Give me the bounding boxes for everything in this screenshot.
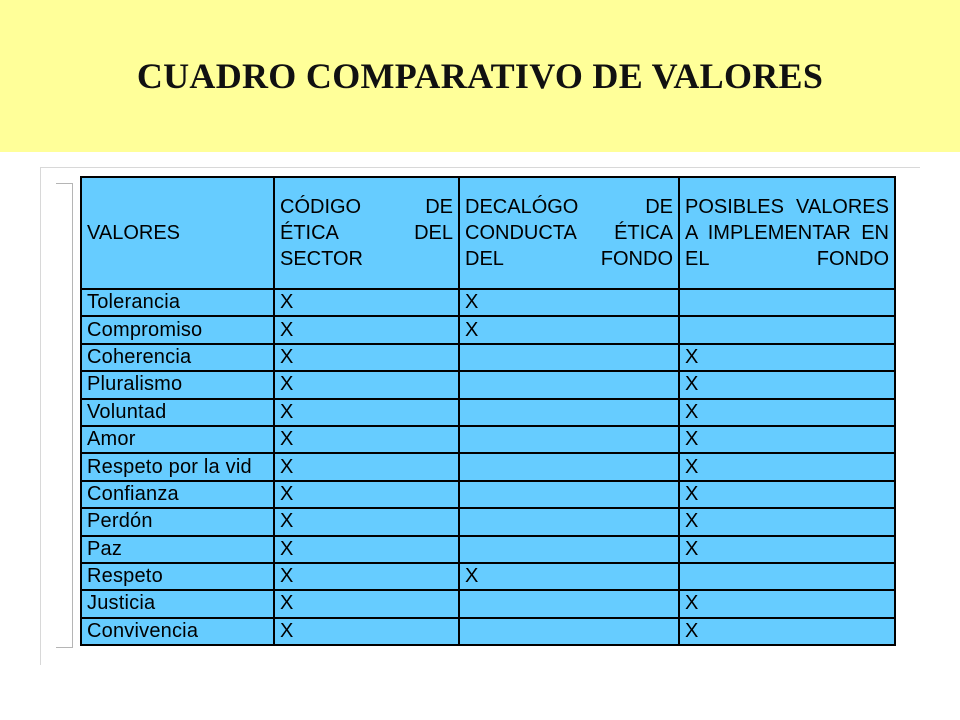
codigo-etica-cell: X — [274, 618, 459, 645]
decalogo-cell — [459, 344, 679, 371]
decalogo-cell — [459, 536, 679, 563]
table-row — [81, 536, 895, 563]
table-row — [81, 453, 895, 480]
posibles-valores-cell — [679, 316, 895, 343]
codigo-etica-cell: X — [274, 481, 459, 508]
slide-title: CUADRO COMPARATIVO DE VALORES — [136, 56, 824, 96]
value-name-cell: Respeto — [81, 563, 274, 590]
table-row — [81, 426, 895, 453]
value-name-cell: Convivencia — [81, 618, 274, 645]
decalogo-cell: X — [459, 316, 679, 343]
decalogo-cell — [459, 481, 679, 508]
table-row — [81, 481, 895, 508]
decalogo-cell — [459, 371, 679, 398]
column-header-codigo-etica: CÓDIGO DE ÉTICA DEL SECTOR — [274, 177, 459, 289]
decalogo-cell: X — [459, 563, 679, 590]
posibles-valores-cell: X — [679, 344, 895, 371]
codigo-etica-cell: X — [274, 344, 459, 371]
page-margin-guide — [72, 183, 73, 648]
posibles-valores-cell: X — [679, 481, 895, 508]
decalogo-cell — [459, 590, 679, 617]
decalogo-cell — [459, 426, 679, 453]
decalogo-cell — [459, 618, 679, 645]
posibles-valores-cell: X — [679, 536, 895, 563]
posibles-valores-cell: X — [679, 508, 895, 535]
codigo-etica-cell: X — [274, 426, 459, 453]
value-name-cell: Perdón — [81, 508, 274, 535]
codigo-etica-cell: X — [274, 399, 459, 426]
codigo-etica-cell: X — [274, 316, 459, 343]
column-header-posibles-valores: POSIBLES VALORES A IMPLEMENTAR EN EL FONDO — [679, 177, 895, 289]
table-row — [81, 563, 895, 590]
posibles-valores-cell: X — [679, 426, 895, 453]
posibles-valores-cell: X — [679, 371, 895, 398]
decalogo-cell — [459, 399, 679, 426]
value-name-cell: Pluralismo — [81, 371, 274, 398]
posibles-valores-cell — [679, 563, 895, 590]
value-name-cell: Paz — [81, 536, 274, 563]
posibles-valores-cell — [679, 289, 895, 316]
codigo-etica-cell: X — [274, 536, 459, 563]
value-name-cell: Tolerancia — [81, 289, 274, 316]
posibles-valores-cell: X — [679, 453, 895, 480]
codigo-etica-cell: X — [274, 371, 459, 398]
value-name-cell: Amor — [81, 426, 274, 453]
decalogo-cell — [459, 453, 679, 480]
table-row — [81, 344, 895, 371]
posibles-valores-cell: X — [679, 618, 895, 645]
table-row — [81, 316, 895, 343]
title-band — [0, 0, 960, 152]
page-margin-guide-bottom — [56, 647, 73, 648]
table-row — [81, 618, 895, 645]
posibles-valores-cell: X — [679, 399, 895, 426]
value-name-cell: Compromiso — [81, 316, 274, 343]
codigo-etica-cell: X — [274, 453, 459, 480]
page-margin-guide-top — [56, 183, 73, 184]
value-name-cell: Voluntad — [81, 399, 274, 426]
codigo-etica-cell: X — [274, 563, 459, 590]
table-header-row — [81, 177, 895, 289]
value-name-cell: Coherencia — [81, 344, 274, 371]
table-body — [81, 289, 895, 645]
column-header-valores: VALORES — [81, 177, 274, 289]
codigo-etica-cell: X — [274, 289, 459, 316]
decalogo-cell — [459, 508, 679, 535]
table-row — [81, 399, 895, 426]
posibles-valores-cell: X — [679, 590, 895, 617]
value-name-cell: Confianza — [81, 481, 274, 508]
codigo-etica-cell: X — [274, 590, 459, 617]
values-comparison-table — [80, 176, 896, 646]
decalogo-cell: X — [459, 289, 679, 316]
column-header-decalogo: DECALÓGO DE CONDUCTA ÉTICA DEL FONDO — [459, 177, 679, 289]
table-row — [81, 289, 895, 316]
table-row — [81, 590, 895, 617]
value-name-cell: Respeto por la vid — [81, 453, 274, 480]
codigo-etica-cell: X — [274, 508, 459, 535]
table-row — [81, 508, 895, 535]
table-row — [81, 371, 895, 398]
value-name-cell: Justicia — [81, 590, 274, 617]
